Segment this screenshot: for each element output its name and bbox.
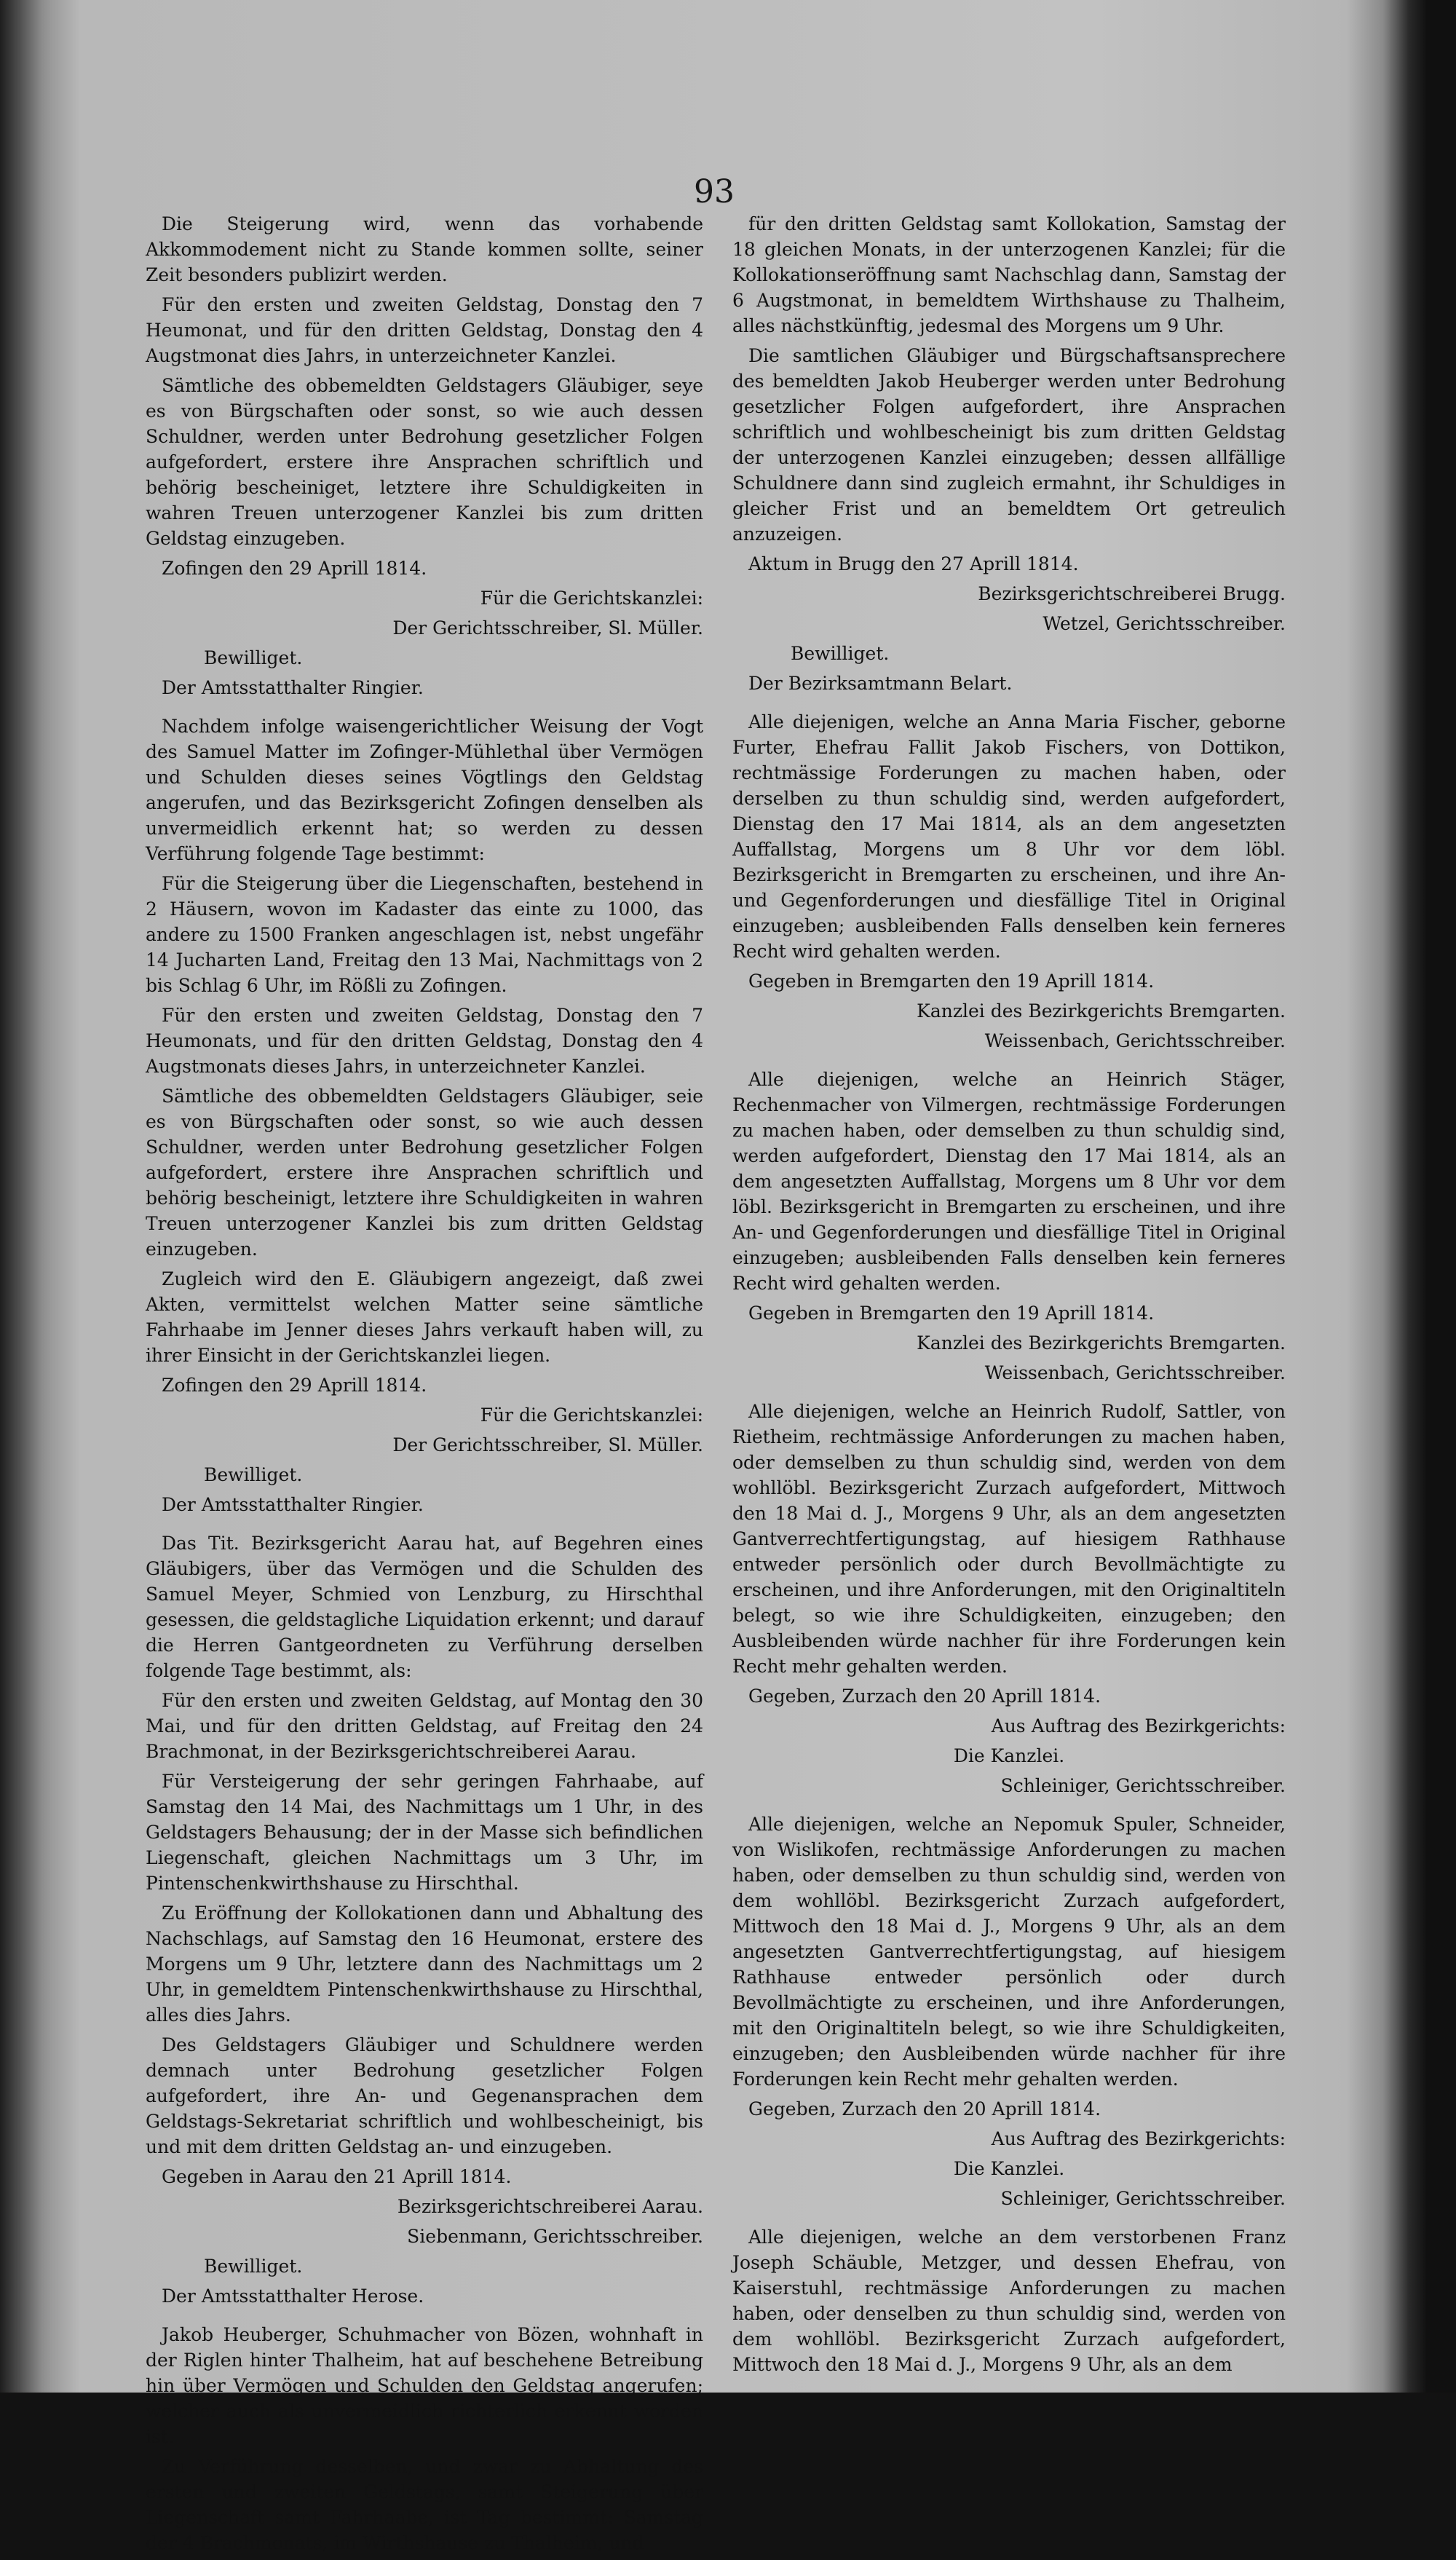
text-paragraph: Der Amtsstatthalter Ringier. [162,1494,424,1515]
text-paragraph: Der Amtsstatthalter Herose. [162,2286,424,2307]
text-paragraph: Zugleich wird den E. Gläubigern angezeigt, daß zwei Akten, vermittelst welchen Matter seine sämtliche Fahrhaabe im Jenner dieses Jahrs verkauft haben will, zu ihrer Einsicht in der Gerichtskanzlei liegen. [146,1268,703,1366]
text-paragraph: Die Kanzlei. [953,1745,1065,1766]
text-paragraph: Das Tit. Bezirksgericht Aarau hat, auf Begehren eines Gläubigers, über das Vermögen und die Schulden des Samuel Meyer, Schmied von Lenzburg, zu Hirschthal gesessen, die geldstagliche Liquidation erkennt; und darauf die Herren Gantgeordneten zu Verführung derselben folgende Tage bestimmt, als: [146,1533,703,1681]
text-paragraph: Gegeben, Zurzach den 20 Aprill 1814. [748,1686,1101,1707]
book-binding-edge [0,0,42,2393]
text-paragraph: Zofingen den 29 Aprill 1814. [162,558,427,579]
text-paragraph: Aktum in Brugg den 27 Aprill 1814. [748,553,1079,574]
text-paragraph: Für die Steigerung über die Liegenschaften, bestehend in 2 Häusern, wovon im Kadaster das einte zu 1000, das andere zu 1500 Franken angeschlagen ist, nebst ungefähr 14 Jucharten Land, Freitag den 13 Mai, Nachmittags von 2 bis Schlag 6 Uhr, im Rößli zu Zofingen. [146,873,703,996]
text-paragraph: Gegeben in Aarau den 21 Aprill 1814. [162,2166,512,2187]
text-paragraph: Alle diejenigen, welche an Nepomuk Spuler, Schneider, von Wislikofen, rechtmässige Anforderungen zu machen haben, oder demselben zu thun schuldig sind, werden von dem wohllöbl. Bezirksgericht Zurzach aufgefordert, Mittwoch den 18 Mai d. J., Morgens 9 Uhr, als an dem angesetzten Gantverrechtfertigungstag, auf hiesigem Rathhause entweder persönlich oder durch Bevollmächtigte zu erscheinen, und ihre Anforderungen, mit den Originaltiteln belegt, so wie ihre Schuldigkeiten, einzugeben; den Ausbleibenden würde nachher für ihre Forderungen kein Recht mehr gehalten werden. [732,1814,1286,2090]
text-paragraph: Für die Gerichtskanzlei: [480,1405,703,1426]
text-paragraph: Gegeben in Bremgarten den 19 Aprill 1814. [748,971,1155,992]
text-paragraph: Aus Auftrag des Bezirkgerichts: [991,2128,1286,2149]
text-paragraph: Jakob Heuberger, Schuhmacher von Bözen, wohnhaft in der Riglen hinter Thalheim, hat auf beschehene Betreibung hin über Vermögen und Schulden den Geldstag angerufen; welcher auch als unvermeidlich richterlich erkennt worden ist. [146,2324,703,2447]
text-paragraph: Wetzel, Gerichtsschreiber. [1042,613,1286,634]
text-paragraph: Des Geldstagers Gläubiger und Schuldnere werden demnach unter Bedrohung gesetzlicher Folgen aufgefordert, ihre An- und Gegenansprachen dem Geldstags-Sekretariat schriftlich und wohlbescheinigt, bis und mit dem dritten Geldstag an- und einzugeben. [146,2034,703,2157]
right-column [732,211,1286,2382]
text-paragraph: Sämtliche des obbemeldten Geldstagers Gläubiger, seie es von Bürgschaften oder sonst, so wie auch dessen Schuldner, werden unter Bedrohung gesetzlicher Folgen aufgefordert, erstere ihre Ansprachen schriftlich und behörig bescheinigt, letztere ihre Schuldigkeiten in wahren Treuen unterzogener Kanzlei bis zum dritten Geldstag einzugeben. [146,1086,703,1260]
text-paragraph: Gegeben in Bremgarten den 19 Aprill 1814. [748,1303,1155,1324]
text-paragraph: Bewilliget. [791,643,890,664]
text-paragraph: Gegeben, Zurzach den 20 Aprill 1814. [748,2098,1101,2119]
text-paragraph: Der Amtsstatthalter Ringier. [162,677,424,698]
text-paragraph: Siebenmann, Gerichtsschreiber. [407,2226,703,2247]
text-paragraph: Für den ersten und zweiten Geldstag, auf Montag den 30 Mai, und für den dritten Geldstag, auf Freitag den 24 Brachmonat, in der Bezirksgerichtschreiberei Aarau. [146,1690,703,1762]
text-paragraph: Sämtliche des obbemeldten Geldstagers Gläubiger, seye es von Bürgschaften oder sonst, so wie auch dessen Schuldner, werden unter Bedrohung gesetzlicher Folgen aufgefordert, erstere ihre Ansprachen schriftlich und behörig bescheiniget, letztere ihre Schuldigkeiten in wahren Treuen unterzogener Kanzlei bis zum dritten Geldstag einzugeben. [146,375,703,549]
text-paragraph: Bewilliget. [204,2256,303,2277]
text-paragraph: Alle diejenigen, welche an Heinrich Rudolf, Sattler, von Rietheim, rechtmässige Anforderungen zu machen haben, oder demselben zu thun schuldig sind, werden von dem wohllöbl. Bezirksgericht Zurzach aufgefordert, Mittwoch den 18 Mai d. J., Morgens 9 Uhr, als an dem angesetzten Gantverrechtfertigungstag, auf hiesigem Rathhause entweder persönlich oder durch Bevollmächtigte zu erscheinen, und ihre Anforderungen, mit den Originaltiteln belegt, so wie ihre Schuldigkeiten, einzugeben; den Ausbleibenden würde nachher für ihre Forderungen kein Recht mehr gehalten werden. [732,1401,1286,1677]
text-paragraph: Bewilliget. [204,1464,303,1485]
text-paragraph: Weissenbach, Gerichtsschreiber. [984,1030,1286,1051]
text-paragraph: Kanzlei des Bezirkgerichts Bremgarten. [917,1000,1286,1022]
text-paragraph: Schleiniger, Gerichtsschreiber. [1000,1775,1286,1796]
text-paragraph: Nachdem infolge waisengerichtlicher Weisung der Vogt des Samuel Matter im Zofinger-Mühlethal über Vermögen und Schulden dieses seines Vögtlings den Geldstag angerufen, und das Bezirksgericht Zofingen denselben als unvermeidlich erkennt hat; so werden zu dessen Verführung folgende Tage bestimmt: [146,716,703,864]
page-number: 93 [694,173,735,210]
text-paragraph: Alle diejenigen, welche an dem verstorbenen Franz Joseph Schäuble, Metzger, und dessen Ehefrau, von Kaiserstuhl, rechtmässige Anforderungen zu machen haben, oder denselben zu thun schuldig sind, werden von dem wohllöbl. Bezirksgericht Zurzach aufgefordert, Mittwoch den 18 Mai d. J., Morgens 9 Uhr, als an dem [732,2227,1286,2375]
text-paragraph: Aus Auftrag des Bezirkgerichts: [991,1715,1286,1737]
text-paragraph: Schleiniger, Gerichtsschreiber. [1000,2188,1286,2209]
text-paragraph: Bezirksgerichtschreiberei Brugg. [978,583,1286,604]
text-paragraph: Zofingen den 29 Aprill 1814. [162,1375,427,1396]
text-paragraph: Bezirksgerichtschreiberei Aarau. [397,2196,703,2217]
text-paragraph: Der Bezirksamtmann Belart. [748,673,1013,694]
text-paragraph: Für die Gerichtskanzlei: [480,588,703,609]
text-paragraph: Alle diejenigen, welche an Anna Maria Fischer, geborne Furter, Ehefrau Fallit Jakob Fischers, von Dottikon, rechtmässige Forderungen zu machen haben, oder derselben zu thun schuldig sind, werden aufgefordert, Dienstag den 17 Mai 1814, als an dem angesetzten Auffallstag, Morgens um 8 Uhr vor dem löbl. Bezirksgericht in Bremgarten zu erscheinen, und ihre An- und Gegenforderungen und diesfällige Titel in Original einzugeben; ausbleibenden Falls denselben kein ferneres Recht wird gehalten werden. [732,711,1286,962]
text-paragraph: für den dritten Geldstag samt Kollokation, Samstag der 18 gleichen Monats, in der unterzogenen Kanzlei; für die Kollokationseröffnung samt Nachschlag dann, Samstag der 6 Augstmonat, in bemeldtem Wirthshause zu Thalheim, alles nächstkünftig, jedesmal des Morgens um 9 Uhr. [732,213,1286,336]
text-paragraph: Der Gerichtsschreiber, Sl. Müller. [392,1434,703,1455]
text-paragraph: Für Versteigerung der sehr geringen Fahrhaabe, auf Samstag den 14 Mai, des Nachmittags um 1 Uhr, in des Geldstagers Behausung; der in der Masse sich befindlichen Liegenschaft, gleichen Nachmittags um 3 Uhr, im Pintenschenkwirthshause zu Hirschthal. [146,1771,703,1894]
text-paragraph: Die Steigerung wird, wenn das vorhabende Akkommodement nicht zu Stande kommen sollte, seiner Zeit besonders publizirt werden. [146,213,703,285]
text-paragraph: Der Gerichtsschreiber, Sl. Müller. [392,617,703,639]
text-paragraph: Weissenbach, Gerichtsschreiber. [984,1362,1286,1383]
text-paragraph: Für den ersten und zweiten Geldstag, Donstag den 7 Heumonats, und für den dritten Geldstag, Donstag den 4 Augstmonats dieses Jahrs, in unterzeichneter Kanzlei. [146,1005,703,1077]
text-paragraph: Alle diejenigen, welche an Heinrich Stäger, Rechenmacher von Vilmergen, rechtmässige Forderungen zu machen haben, oder demselben zu thun schuldig sind, werden aufgefordert, Dienstag den 17 Mai 1814, als an dem angesetzten Auffallstag, Morgens um 8 Uhr vor dem löbl. Bezirksgericht in Bremgarten zu erscheinen, und ihre An- und Gegenforderungen und diesfällige Titel in Original einzugeben; ausbleibenden Falls denselben kein ferneres Recht wird gehalten werden. [732,1069,1286,1294]
text-paragraph: Die samtlichen Gläubiger und Bürgschaftsansprechere des bemeldten Jakob Heuberger werden unter Bedrohung gesetzlicher Folgen aufgefordert, ihre Ansprachen schriftlich und wohlbescheinigt bis zum dritten Geldstag der unterzogenen Kanzlei einzugeben; dessen allfällige Schuldnere dann sind zugleich ermahnt, ihr Schuldiges in gleicher Frist und an bemeldtem Ort getreulich anzuzeigen. [732,345,1286,545]
text-paragraph: Für den ersten und zweiten Geldstag, Donstag den 7 Heumonat, und für den dritten Geldstag, Donstag den 4 Augstmonat dies Jahrs, in unterzeichneter Kanzlei. [146,294,703,366]
text-paragraph: Kanzlei des Bezirkgerichts Bremgarten. [917,1332,1286,1354]
text-paragraph: Bewilliget. [204,647,303,668]
text-paragraph: Die Kanzlei. [953,2158,1065,2179]
text-paragraph: Zu Verführung desselben, und zwar zu Abhaltung des ersten und zweiten Geldstags, samt Steigerung über Liegenschaft samt Fahrhaabe, ist Tag bestimmt: Samstag der 4 Brachmonats, im Wirthshause zu Thalheim, und [146,2456,703,2553]
left-column [146,211,703,2560]
text-paragraph: Zu Eröffnung der Kollokationen dann und Abhaltung des Nachschlags, auf Samstag den 16 Heumonat, erstere des Morgens um 9 Uhr, letztere dann des Nachmittags um 2 Uhr, in gemeldtem Pintenschenkwirthshause zu Hirschthal, alles dies Jahrs. [146,1903,703,2026]
